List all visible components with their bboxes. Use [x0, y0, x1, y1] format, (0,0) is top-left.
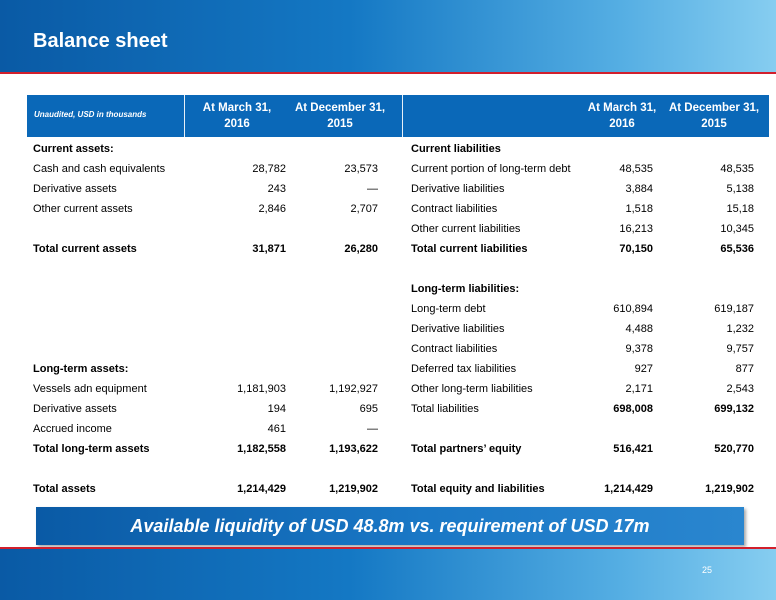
- liability-row-value-2015: 5,138: [726, 183, 754, 195]
- liability-row-label: Derivative liabilities: [411, 323, 505, 335]
- col-header-right-2016: At March 31, 2016: [587, 102, 657, 130]
- liability-row-value-2016: 2,171: [625, 383, 653, 395]
- asset-row-value-2016: 461: [267, 423, 286, 435]
- liability-row-label: Total partners’ equity: [411, 443, 522, 455]
- col-header-right-2015: At December 31, 2015: [668, 102, 760, 130]
- units-note: Unaudited, USD in thousands: [34, 110, 147, 119]
- liability-row-label: Deferred tax liabilities: [411, 363, 517, 375]
- asset-row-value-2016: 1,181,903: [237, 383, 286, 395]
- liability-row-value-2016: 1,518: [625, 203, 653, 215]
- liability-row-label: Contract liabilities: [411, 343, 498, 355]
- liability-row-value-2016: 16,213: [619, 223, 653, 235]
- slide-footer: [0, 549, 776, 600]
- asset-row-label: Accrued income: [33, 423, 112, 435]
- liquidity-banner: [36, 507, 744, 545]
- asset-row-value-2016: 28,782: [252, 163, 286, 175]
- liability-row-value-2016: 3,884: [625, 183, 653, 195]
- liability-row-value-2016: 927: [634, 363, 653, 375]
- asset-row-value-2015: 695: [359, 403, 378, 415]
- liability-row-value-2016: 516,421: [613, 443, 653, 455]
- asset-row-value-2016: 194: [267, 403, 286, 415]
- header-divider-line: [402, 95, 403, 137]
- liability-row-value-2016: 610,894: [613, 303, 653, 315]
- asset-row-value-2015: 26,280: [344, 243, 378, 255]
- liability-row-label: Current liabilities: [411, 143, 501, 155]
- liability-row-value-2015: 48,535: [720, 163, 754, 175]
- asset-row-label: Vessels adn equipment: [33, 383, 147, 395]
- asset-row-value-2015: 1,193,622: [329, 443, 378, 455]
- page-number: 25: [702, 565, 713, 575]
- liability-row-value-2015: 15,18: [726, 203, 754, 215]
- liability-row-value-2015: 65,536: [720, 243, 754, 255]
- liability-row-value-2015: 619,187: [714, 303, 754, 315]
- asset-row-value-2016: 243: [267, 183, 286, 195]
- asset-row-value-2015: —: [367, 423, 378, 435]
- col-header-left-2015: At December 31, 2015: [294, 102, 386, 130]
- liability-row-value-2016: 1,214,429: [604, 483, 653, 495]
- asset-row-label: Total assets: [33, 483, 96, 495]
- asset-row-value-2015: 1,192,927: [329, 383, 378, 395]
- liability-row-value-2016: 9,378: [625, 343, 653, 355]
- liability-row-value-2015: 2,543: [726, 383, 754, 395]
- asset-row-label: Total current assets: [33, 243, 137, 255]
- liability-row-value-2015: 877: [735, 363, 754, 375]
- liability-row-value-2015: 520,770: [714, 443, 754, 455]
- liability-row-label: Total equity and liabilities: [411, 483, 545, 495]
- liability-row-label: Long-term debt: [411, 303, 486, 315]
- asset-row-label: Total long-term assets: [33, 443, 150, 455]
- col-header-left-2016: At March 31, 2016: [202, 102, 272, 130]
- asset-row-label: Cash and cash equivalents: [33, 163, 166, 175]
- liability-row-value-2016: 698,008: [613, 403, 653, 415]
- slide-title: Balance sheet: [33, 30, 168, 52]
- asset-row-label: Derivative assets: [33, 183, 117, 195]
- asset-row-label: Long-term assets:: [33, 363, 129, 375]
- liability-row-label: Total current liabilities: [411, 243, 528, 255]
- liability-row-value-2015: 699,132: [714, 403, 754, 415]
- asset-row-value-2016: 31,871: [252, 243, 286, 255]
- liquidity-banner-text: Available liquidity of USD 48.8m vs. requirement of USD 17m: [130, 516, 650, 536]
- asset-row-label: Derivative assets: [33, 403, 117, 415]
- header-divider: [0, 72, 776, 74]
- liability-row-value-2016: 4,488: [625, 323, 653, 335]
- liability-row-value-2015: 10,345: [720, 223, 754, 235]
- liability-row-value-2015: 9,757: [726, 343, 754, 355]
- liability-row-value-2015: 1,232: [726, 323, 754, 335]
- asset-row-value-2015: —: [367, 183, 378, 195]
- slide-header: [0, 0, 776, 72]
- liability-row-label: Other current liabilities: [411, 223, 521, 235]
- asset-row-label: Current assets:: [33, 143, 114, 155]
- liability-row-label: Contract liabilities: [411, 203, 498, 215]
- liability-row-label: Derivative liabilities: [411, 183, 505, 195]
- table-header: [27, 95, 769, 137]
- liability-row-label: Total liabilities: [411, 403, 479, 415]
- asset-row-value-2016: 1,214,429: [237, 483, 286, 495]
- asset-row-value-2015: 2,707: [350, 203, 378, 215]
- liability-row-value-2016: 70,150: [619, 243, 653, 255]
- asset-row-label: Other current assets: [33, 203, 133, 215]
- liability-row-value-2016: 48,535: [619, 163, 653, 175]
- asset-row-value-2016: 1,182,558: [237, 443, 286, 455]
- header-divider-line: [184, 95, 185, 137]
- liability-row-label: Long-term liabilities:: [411, 283, 520, 295]
- asset-row-value-2015: 1,219,902: [329, 483, 378, 495]
- liability-row-value-2015: 1,219,902: [705, 483, 754, 495]
- liability-row-label: Current portion of long-term debt: [411, 163, 571, 175]
- liability-row-label: Other long-term liabilities: [411, 383, 533, 395]
- asset-row-value-2015: 23,573: [344, 163, 378, 175]
- asset-row-value-2016: 2,846: [258, 203, 286, 215]
